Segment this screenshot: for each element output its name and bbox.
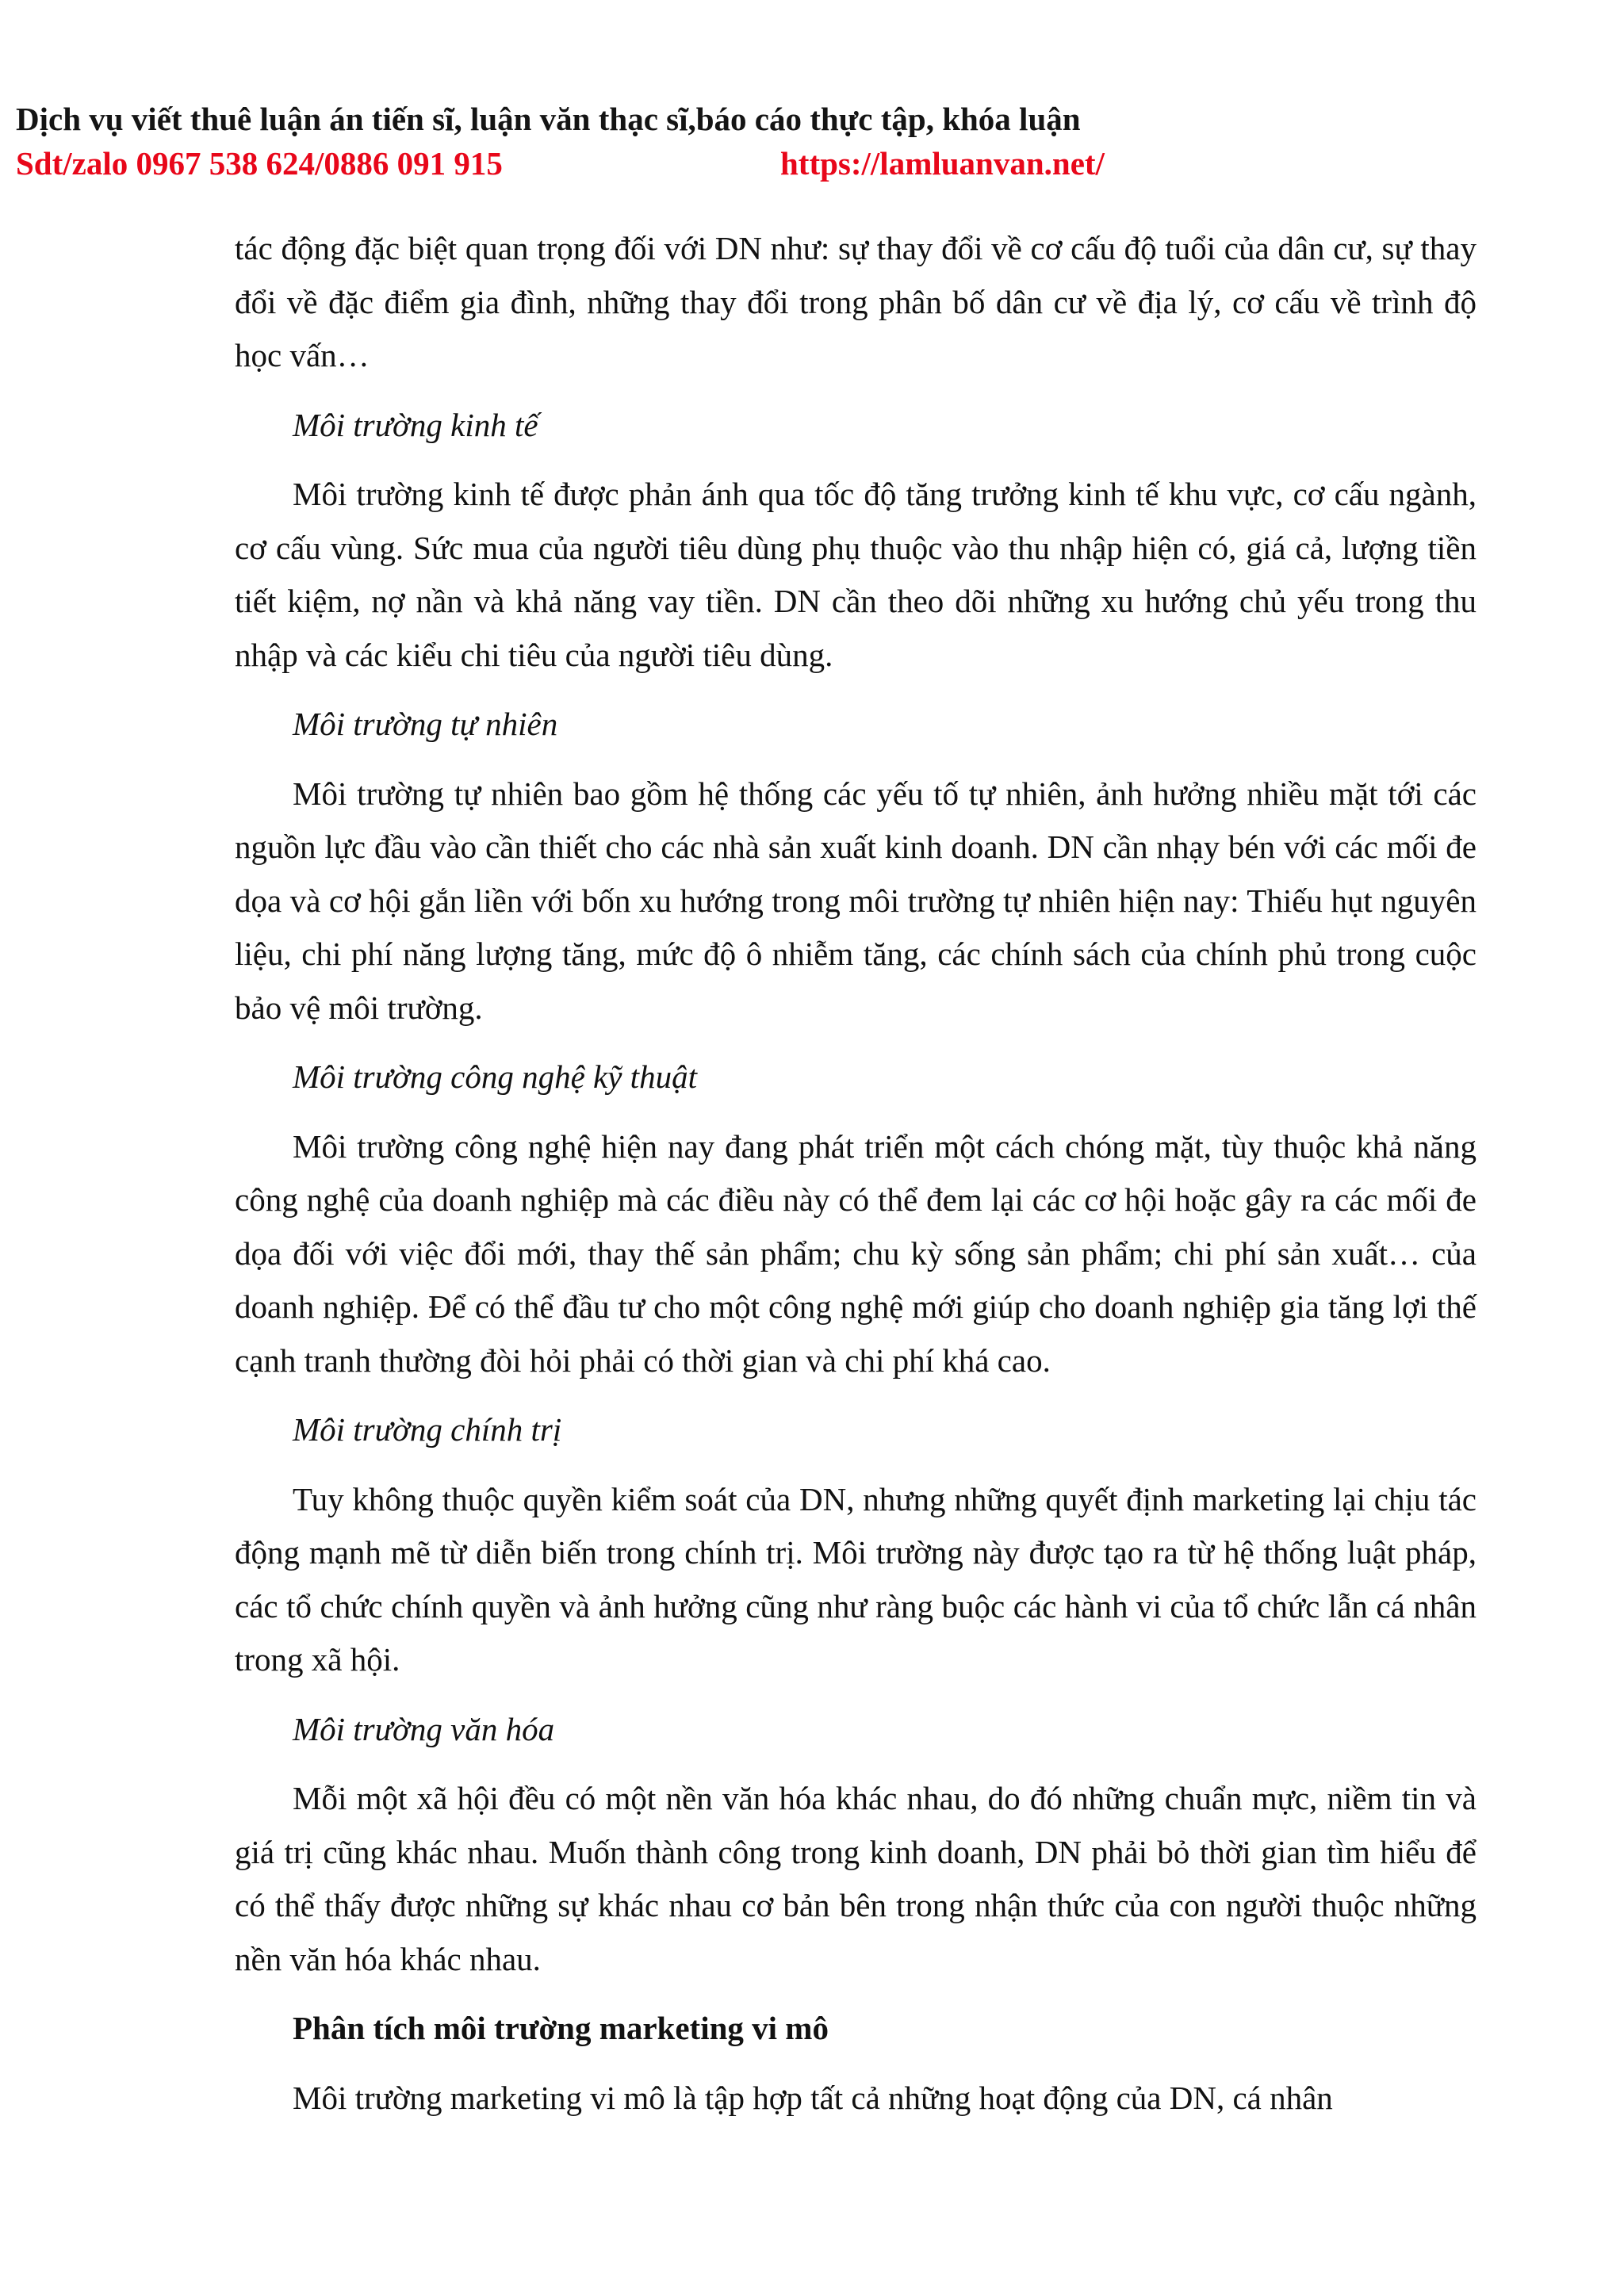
paragraph-economic: Môi trường kinh tế được phản ánh qua tốc độ tăng trưởng kinh tế khu vực, cơ cấu ngành, cơ cấu vùng. Sức mua của người tiêu dùng phụ thuộc vào thu nhập hiện có, giá cả, lượng tiền tiết kiệm, nợ nần và khả năng vay tiền. DN cần theo dõi những xu hướng chủ yếu trong thu nhập và các kiểu chi tiêu của người tiêu dùng. — [235, 476, 1477, 673]
paragraph-continuation: tác động đặc biệt quan trọng đối với DN như: sự thay đổi về cơ cấu độ tuổi của dân cư, sự thay đổi về đặc điểm gia đình, những thay đổi trong phân bố dân cư về địa lý, cơ cấu về trình độ học vấn… — [235, 230, 1477, 373]
section-heading-political: Môi trường chính trị — [293, 1411, 562, 1448]
paragraph-cultural: Mỗi một xã hội đều có một nền văn hóa khác nhau, do đó những chuẩn mực, niềm tin và giá trị cũng khác nhau. Muốn thành công trong kinh doanh, DN phải bỏ thời gian tìm hiểu để có thể thấy được những sự khác nhau cơ bản bên trong nhận thức của con người thuộc những nền văn hóa khác nhau. — [235, 1780, 1477, 1977]
paragraph-micro: Môi trường marketing vi mô là tập hợp tất cả những hoạt động của DN, cá nhân — [293, 2079, 1333, 2116]
paragraph-natural: Môi trường tự nhiên bao gồm hệ thống các yếu tố tự nhiên, ảnh hưởng nhiều mặt tới các nguồn lực đầu vào cần thiết cho các nhà sản xuất kinh doanh. DN cần nhạy bén với các mối đe dọa và cơ hội gắn liền với bốn xu hướng trong môi trường tự nhiên hiện nay: Thiếu hụt nguyên liệu, chi phí năng lượng tăng, mức độ ô nhiễm tăng, các chính sách của chính phủ trong cuộc bảo vệ môi trường. — [235, 775, 1477, 1026]
paragraph-technology: Môi trường công nghệ hiện nay đang phát triển một cách chóng mặt, tùy thuộc khả năng công nghệ của doanh nghiệp mà các điều này có thể đem lại các cơ hội hoặc gây ra các mối đe dọa đối với việc đổi mới, thay thế sản phẩm; chu kỳ sống sản phẩm; chi phí sản xuất… của doanh nghiệp. Để có thể đầu tư cho một công nghệ mới giúp cho doanh nghiệp gia tăng lợi thế cạnh tranh thường đòi hỏi phải có thời gian và chi phí khá cao. — [235, 1127, 1477, 1379]
paragraph-political: Tuy không thuộc quyền kiểm soát của DN, nhưng những quyết định marketing lại chịu tác động mạnh mẽ từ diễn biến trong chính trị. Môi trường này được tạo ra từ hệ thống luật pháp, các tổ chức chính quyền và ảnh hưởng cũng như ràng buộc các hành vi của tổ chức lẫn cá nhân trong xã hội. — [235, 1480, 1477, 1678]
header-contact-line — [16, 141, 1602, 186]
section-heading-technology: Môi trường công nghệ kỹ thuật — [293, 1058, 697, 1095]
header-service-line: Dịch vụ viết thuê luận án tiến sĩ, luận văn thạc sĩ,báo cáo thực tập, khóa luận — [16, 101, 1081, 137]
section-heading-natural: Môi trường tự nhiên — [293, 706, 558, 742]
page-header — [16, 97, 1602, 186]
section-heading-cultural: Môi trường văn hóa — [293, 1710, 555, 1747]
document-body — [235, 222, 1477, 2141]
header-url-link[interactable]: https://lamluanvan.net/ — [780, 145, 1105, 182]
section-heading-micro: Phân tích môi trường marketing vi mô — [293, 2010, 829, 2046]
section-heading-economic: Môi trường kinh tế — [293, 406, 538, 443]
header-phone: Sdt/zalo 0967 538 624/0886 091 915 — [16, 145, 503, 182]
